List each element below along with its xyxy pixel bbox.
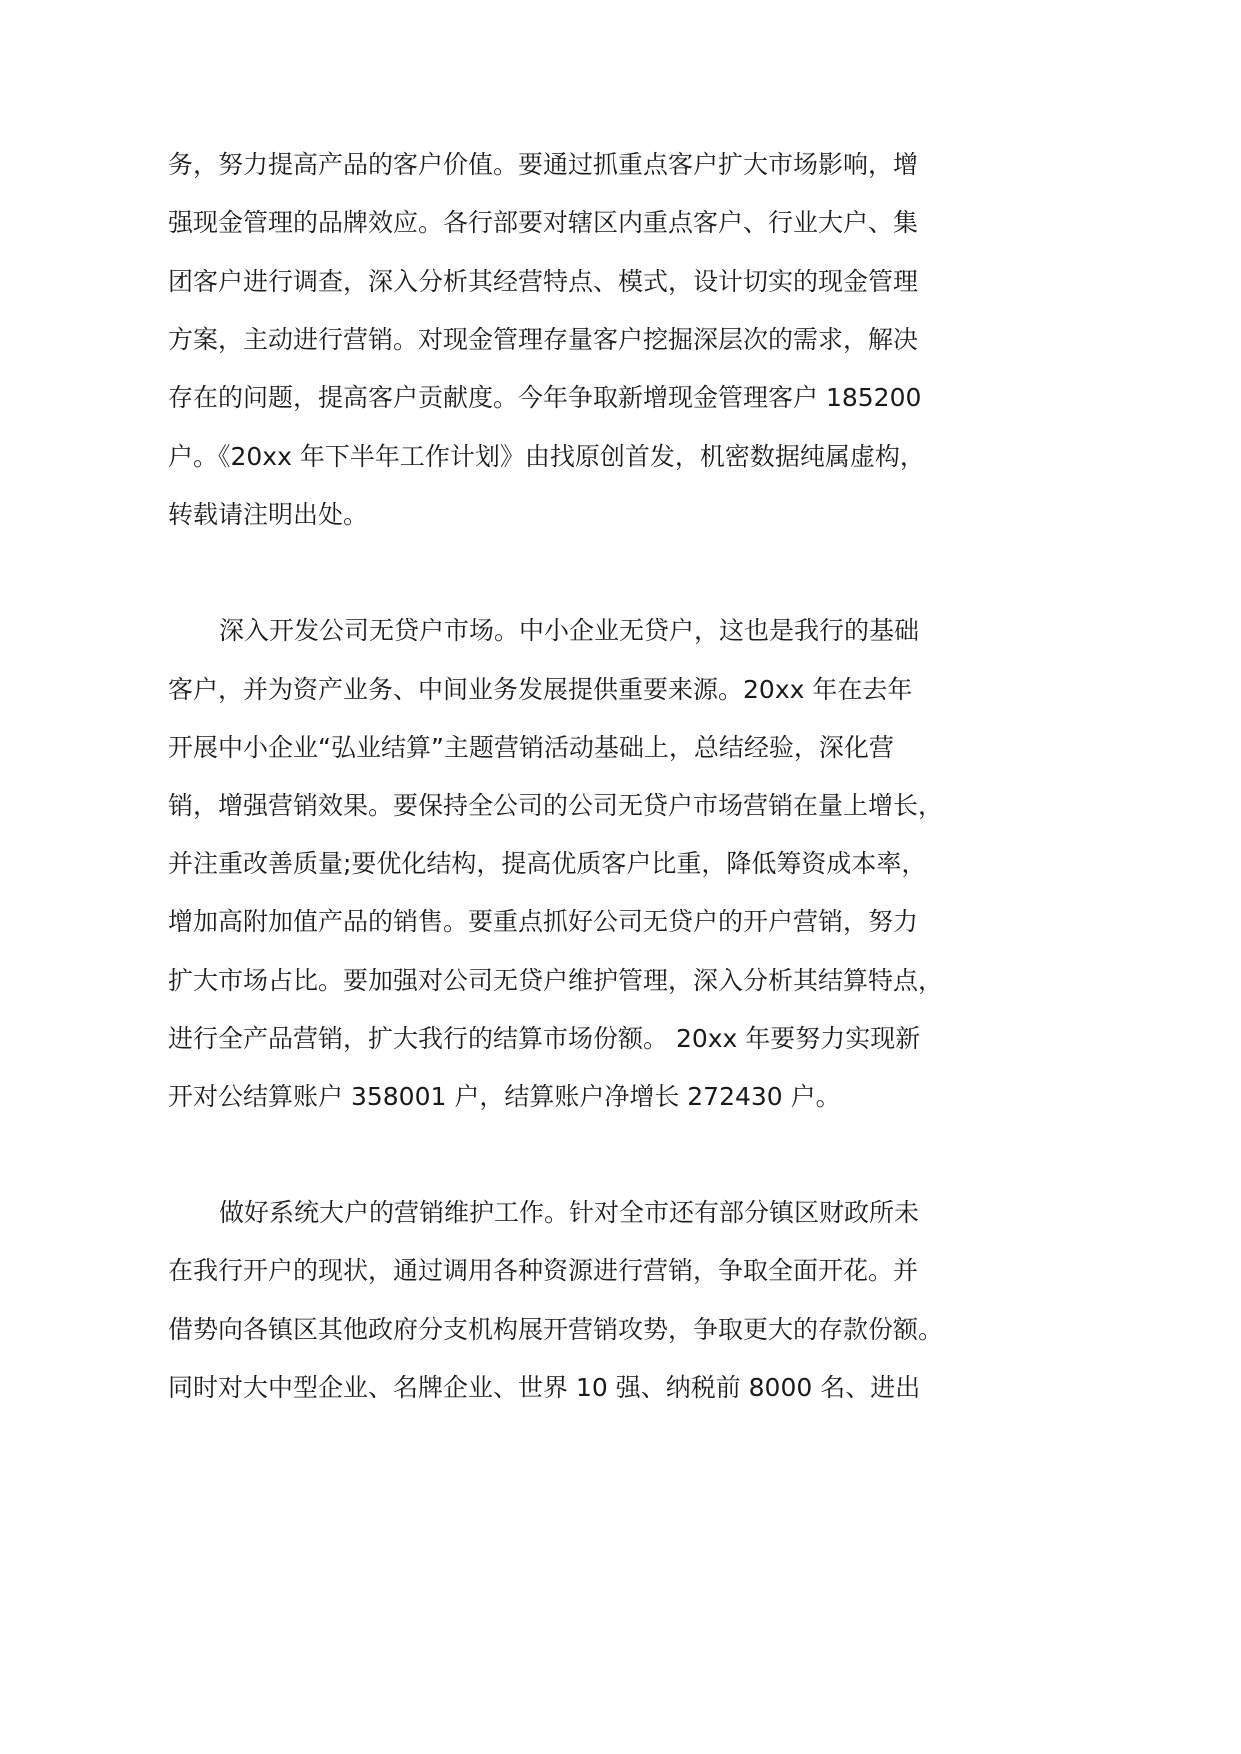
text-line: 方案，主动进行营销。对现金管理存量客户挖掘深层次的需求，解决 [168,325,919,354]
text-line: 开展中小企业“弘业结算”主题营销活动基础上，总结经验，深化营 [168,733,894,762]
text-line: 借势向各镇区其他政府分支机构展开营销攻势，争取更大的存款份额。 [168,1315,944,1344]
text-line: 开对公结算账户 358001 户，结算账户净增长 272430 户。 [168,1082,841,1111]
text-line: 扩大市场占比。要加强对公司无贷户维护管理，深入分析其结算特点， [168,966,944,995]
text-line: 强现金管理的品牌效应。各行部要对辖区内重点客户、行业大户、集 [168,208,919,237]
text-line: 客户，并为资产业务、中间业务发展提供重要来源。20xx 年在去年 [168,675,913,704]
text-line: 销，增强营销效果。要保持全公司的公司无贷户市场营销在量上增长， [168,791,944,820]
text-line: 存在的问题，提高客户贡献度。今年争取新增现金管理客户 185200 [168,383,922,412]
text-line: 并注重改善质量;要优化结构，提高优质客户比重，降低筹资成本率， [168,849,927,878]
text-line: 进行全产品营销，扩大我行的结算市场份额。 20xx 年要努力实现新 [168,1024,921,1053]
text-line: 转载请注明出处。 [168,500,369,529]
text-line: 团客户进行调查，深入分析其经营特点、模式，设计切实的现金管理 [168,267,919,296]
text-line: 户。《20xx 年下半年工作计划》由找原创首发，机密数据纯属虚构， [168,442,925,471]
text-line: 同时对大中型企业、名牌企业、世界 10 强、纳税前 8000 名、进出 [168,1373,921,1402]
text-line: 深入开发公司无贷户市场。中小企业无贷户，这也是我行的基础 [219,616,920,645]
text-line: 增加高附加值产品的销售。要重点抓好公司无贷户的开户营销，努力 [168,907,919,936]
text-line: 做好系统大户的营销维护工作。针对全市还有部分镇区财政所未 [219,1198,920,1227]
text-line: 务，努力提高产品的客户价值。要通过抓重点客户扩大市场影响，增 [168,150,919,179]
text-line: 在我行开户的现状，通过调用各种资源进行营销，争取全面开花。并 [168,1256,919,1285]
